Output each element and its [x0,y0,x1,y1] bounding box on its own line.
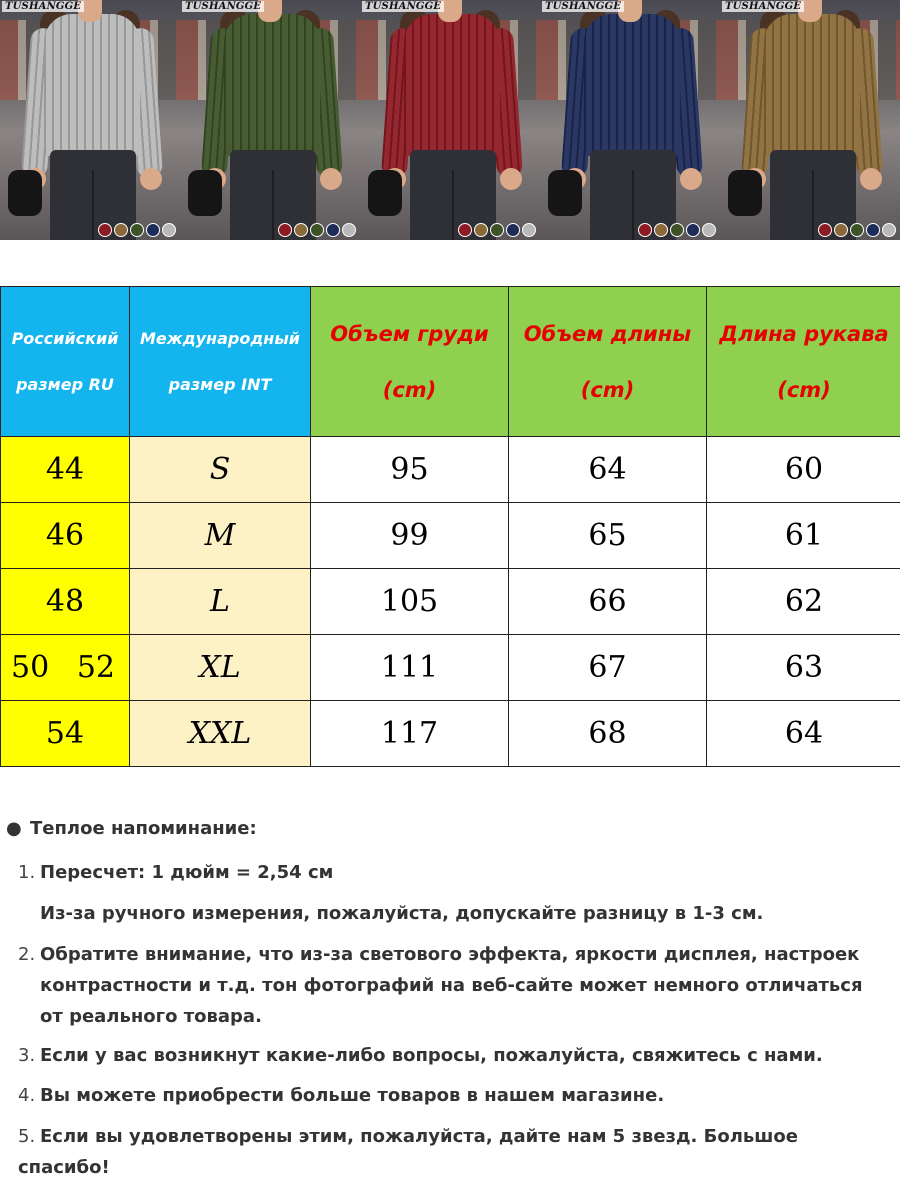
sleeve-cell: 64 [707,701,900,767]
note-item: 4. Вы можете приобрести больше товаров в нашем магазине. [18,1085,665,1106]
handbag-icon [368,170,402,216]
header-chest: Объем груди (cm) [311,287,509,437]
header-ru-size: Российский размер RU [1,287,130,437]
color-swatches [818,223,896,237]
int-size-cell: S [130,437,311,503]
size-row [1,701,900,767]
brand-watermark: TUSHANGGE [182,1,264,12]
note-subtext: Из-за ручного измерения, пожалуйста, допускайте разницу в 1-3 см. [40,903,764,924]
product-photo-strip [0,0,900,240]
color-swatch [458,223,472,237]
color-swatch [98,223,112,237]
size-chart-header-row [1,287,900,437]
ru-size-cell: 44 [1,437,130,503]
chest-cell: 95 [311,437,509,503]
chest-cell: 99 [311,503,509,569]
length-cell: 64 [509,437,707,503]
color-swatch [278,223,292,237]
color-swatch [162,223,176,237]
color-swatch [686,223,700,237]
color-swatch [490,223,504,237]
ru-size-cell: 48 [1,569,130,635]
color-swatch [114,223,128,237]
ru-size-value: 52 [76,650,115,685]
note-item: 3. Если у вас возникнут какие-либо вопросы, пожалуйста, свяжитесь с нами. [18,1045,823,1066]
color-swatches [278,223,356,237]
length-cell: 65 [509,503,707,569]
length-cell: 66 [509,569,707,635]
product-photo-navy[interactable] [540,0,720,240]
color-swatch [326,223,340,237]
header-int-size: Международный размер INT [130,287,311,437]
color-swatch [130,223,144,237]
color-swatch [850,223,864,237]
sleeve-cell: 62 [707,569,900,635]
chest-cell: 111 [311,635,509,701]
bullet-icon: ● [6,818,22,839]
brand-watermark: TUSHANGGE [2,1,84,12]
color-swatches [638,223,716,237]
int-size-cell: XXL [130,701,311,767]
chest-cell: 117 [311,701,509,767]
size-row [1,503,900,569]
size-chart-table [0,286,900,767]
int-size-cell: L [130,569,311,635]
ru-size-cell: 54 [1,701,130,767]
chest-cell: 105 [311,569,509,635]
size-row [1,569,900,635]
color-swatch [866,223,880,237]
product-photo-burgundy[interactable] [360,0,540,240]
product-photo-gray[interactable] [0,0,180,240]
color-swatch [522,223,536,237]
header-length: Объем длины (cm) [509,287,707,437]
notes-title: ● Теплое напоминание: [6,818,257,839]
color-swatch [474,223,488,237]
color-swatch [882,223,896,237]
sleeve-cell: 63 [707,635,900,701]
handbag-icon [548,170,582,216]
color-swatch [670,223,684,237]
brand-watermark: TUSHANGGE [362,1,444,12]
length-cell: 67 [509,635,707,701]
color-swatch [310,223,324,237]
handbag-icon [8,170,42,216]
int-size-cell: XL [130,635,311,701]
color-swatch [654,223,668,237]
color-swatch [146,223,160,237]
ru-size-value: 50 [11,650,50,685]
note-item: 2. Обратите внимание, что из-за светового эффекта, яркости дисплея, настроек контрастности и т.д. тон фотографий на веб-сайте может немного отличаться от реального товара. [18,944,863,1027]
color-swatch [638,223,652,237]
size-row [1,437,900,503]
color-swatch [702,223,716,237]
ru-size-cell: 46 [1,503,130,569]
handbag-icon [728,170,762,216]
color-swatch [506,223,520,237]
int-size-cell: M [130,503,311,569]
product-photo-green[interactable] [180,0,360,240]
sleeve-cell: 60 [707,437,900,503]
color-swatches [98,223,176,237]
brand-watermark: TUSHANGGE [722,1,804,12]
product-photo-camel[interactable] [720,0,900,240]
length-cell: 68 [509,701,707,767]
size-row [1,635,900,701]
color-swatch [818,223,832,237]
note-item: 5. Если вы удовлетворены этим, пожалуйста, дайте нам 5 звезд. Большое спасибо! [18,1126,798,1178]
color-swatch [342,223,356,237]
color-swatch [834,223,848,237]
brand-watermark: TUSHANGGE [542,1,624,12]
ru-size-cell [1,635,130,701]
header-sleeve: Длина рукава (cm) [707,287,900,437]
handbag-icon [188,170,222,216]
note-item: 1. Пересчет: 1 дюйм = 2,54 см [18,862,334,883]
color-swatches [458,223,536,237]
color-swatch [294,223,308,237]
sleeve-cell: 61 [707,503,900,569]
